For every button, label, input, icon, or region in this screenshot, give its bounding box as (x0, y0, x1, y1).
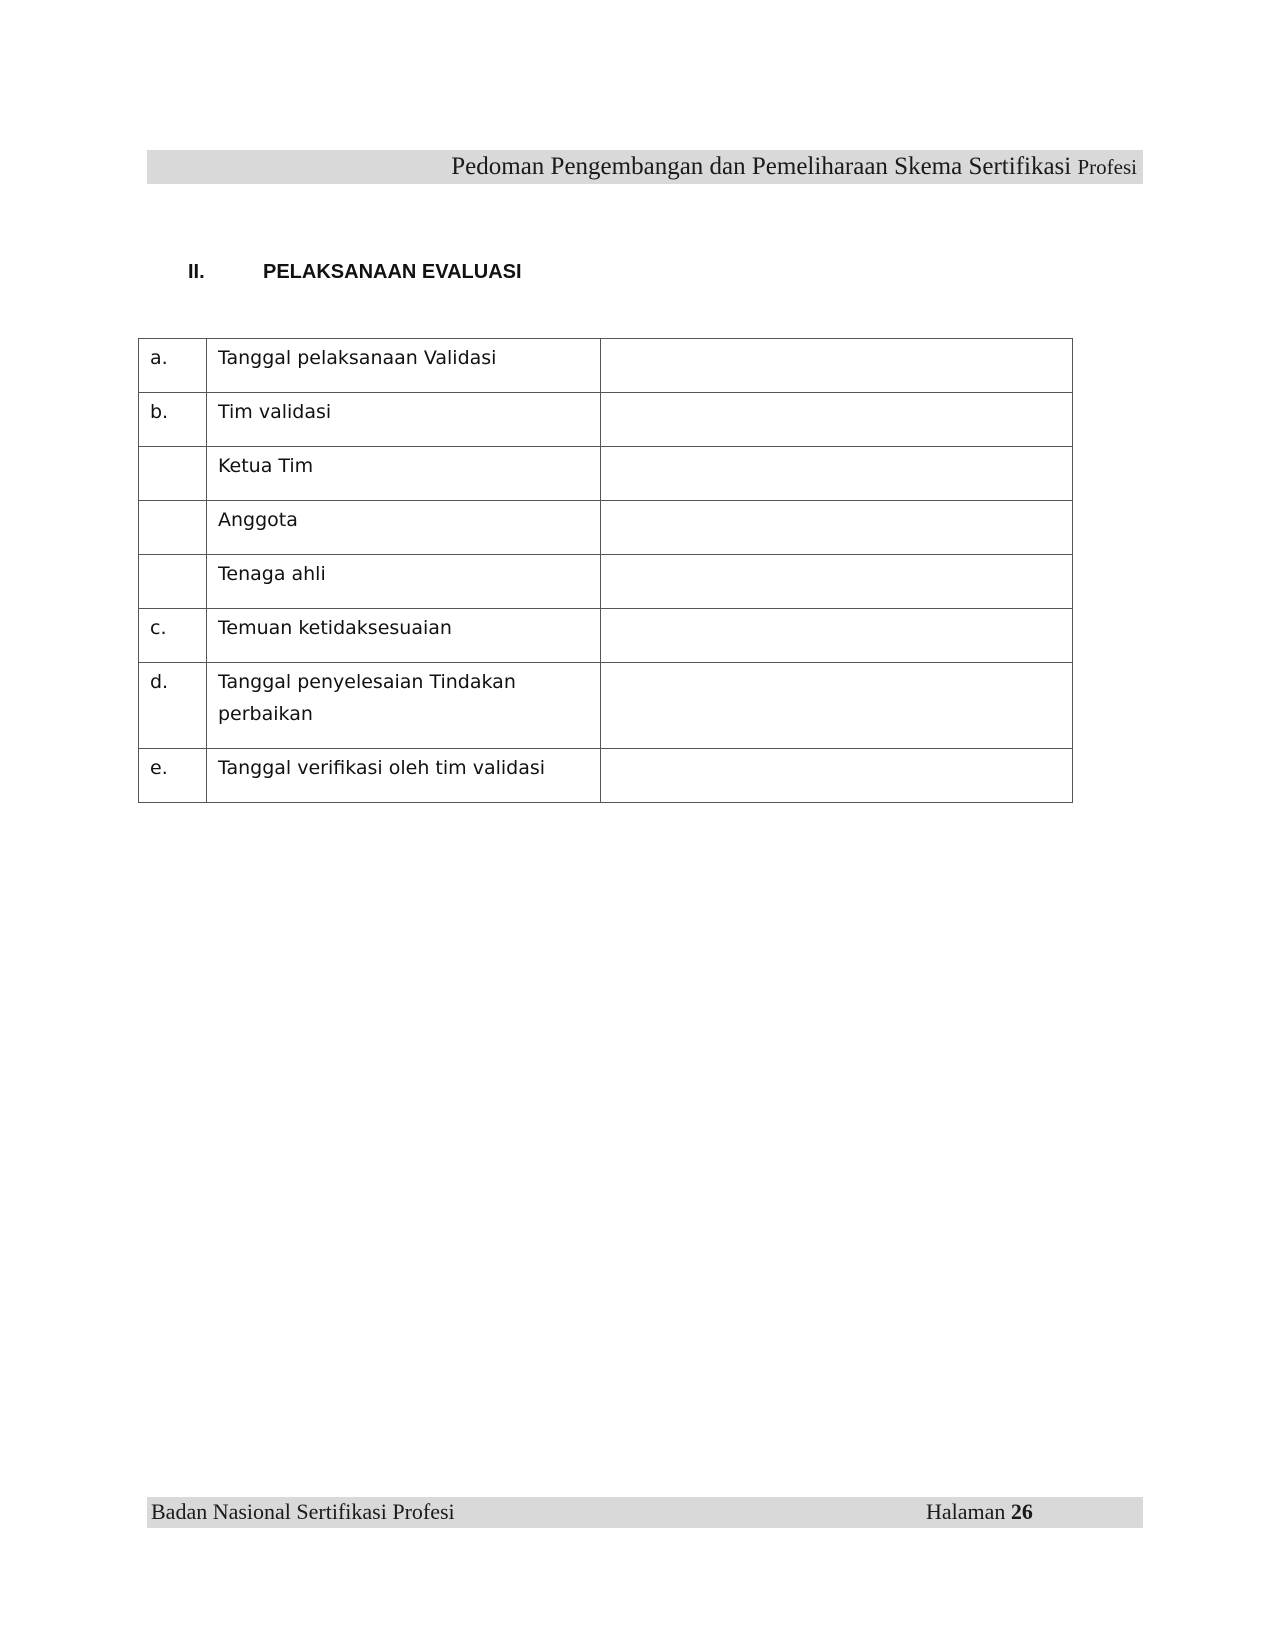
table-row (139, 555, 1073, 609)
page-footer (147, 1497, 1143, 1528)
row-value-cell[interactable] (601, 609, 1073, 663)
row-value-cell[interactable] (601, 501, 1073, 555)
row-label: Anggota (207, 501, 601, 555)
row-label: Tim validasi (207, 393, 601, 447)
footer-page-number: 26 (1010, 1499, 1033, 1524)
row-marker: a. (139, 339, 207, 393)
row-value-cell[interactable] (601, 555, 1073, 609)
table-row (139, 447, 1073, 501)
header-title-main: Pedoman Pengembangan dan Pemeliharaan Skema Sertifikasi (451, 153, 1072, 180)
row-marker (139, 555, 207, 609)
row-label: Tanggal pelaksanaan Validasi (207, 339, 601, 393)
row-value-cell[interactable] (601, 663, 1073, 749)
row-label: Tenaga ahli (207, 555, 601, 609)
row-value-cell[interactable] (601, 447, 1073, 501)
table-row (139, 339, 1073, 393)
table-row (139, 501, 1073, 555)
row-label: Ketua Tim (207, 447, 601, 501)
footer-page-indicator (926, 1497, 1033, 1527)
table-row (139, 749, 1073, 803)
table-row (139, 609, 1073, 663)
table-row (139, 393, 1073, 447)
row-label: Tanggal penyelesaian Tindakan perbaikan (207, 663, 601, 749)
row-value-cell[interactable] (601, 339, 1073, 393)
row-marker (139, 447, 207, 501)
evaluation-table (138, 338, 1073, 803)
row-label: Temuan ketidaksesuaian (207, 609, 601, 663)
row-marker: b. (139, 393, 207, 447)
footer-organization: Badan Nasional Sertifikasi Profesi (151, 1499, 455, 1524)
row-marker: d. (139, 663, 207, 749)
header-title-end: Profesi (1077, 155, 1137, 179)
row-marker: e. (139, 749, 207, 803)
row-marker: c. (139, 609, 207, 663)
footer-page-label: Halaman (926, 1499, 1006, 1524)
section-title: PELAKSANAAN EVALUASI (263, 261, 522, 283)
section-number: II. (188, 261, 205, 283)
header-title (451, 152, 1137, 182)
row-value-cell[interactable] (601, 749, 1073, 803)
page-header (147, 150, 1143, 184)
row-label: Tanggal verifikasi oleh tim validasi (207, 749, 601, 803)
row-value-cell[interactable] (601, 393, 1073, 447)
row-marker (139, 501, 207, 555)
section-heading (188, 258, 522, 286)
table-row (139, 663, 1073, 749)
